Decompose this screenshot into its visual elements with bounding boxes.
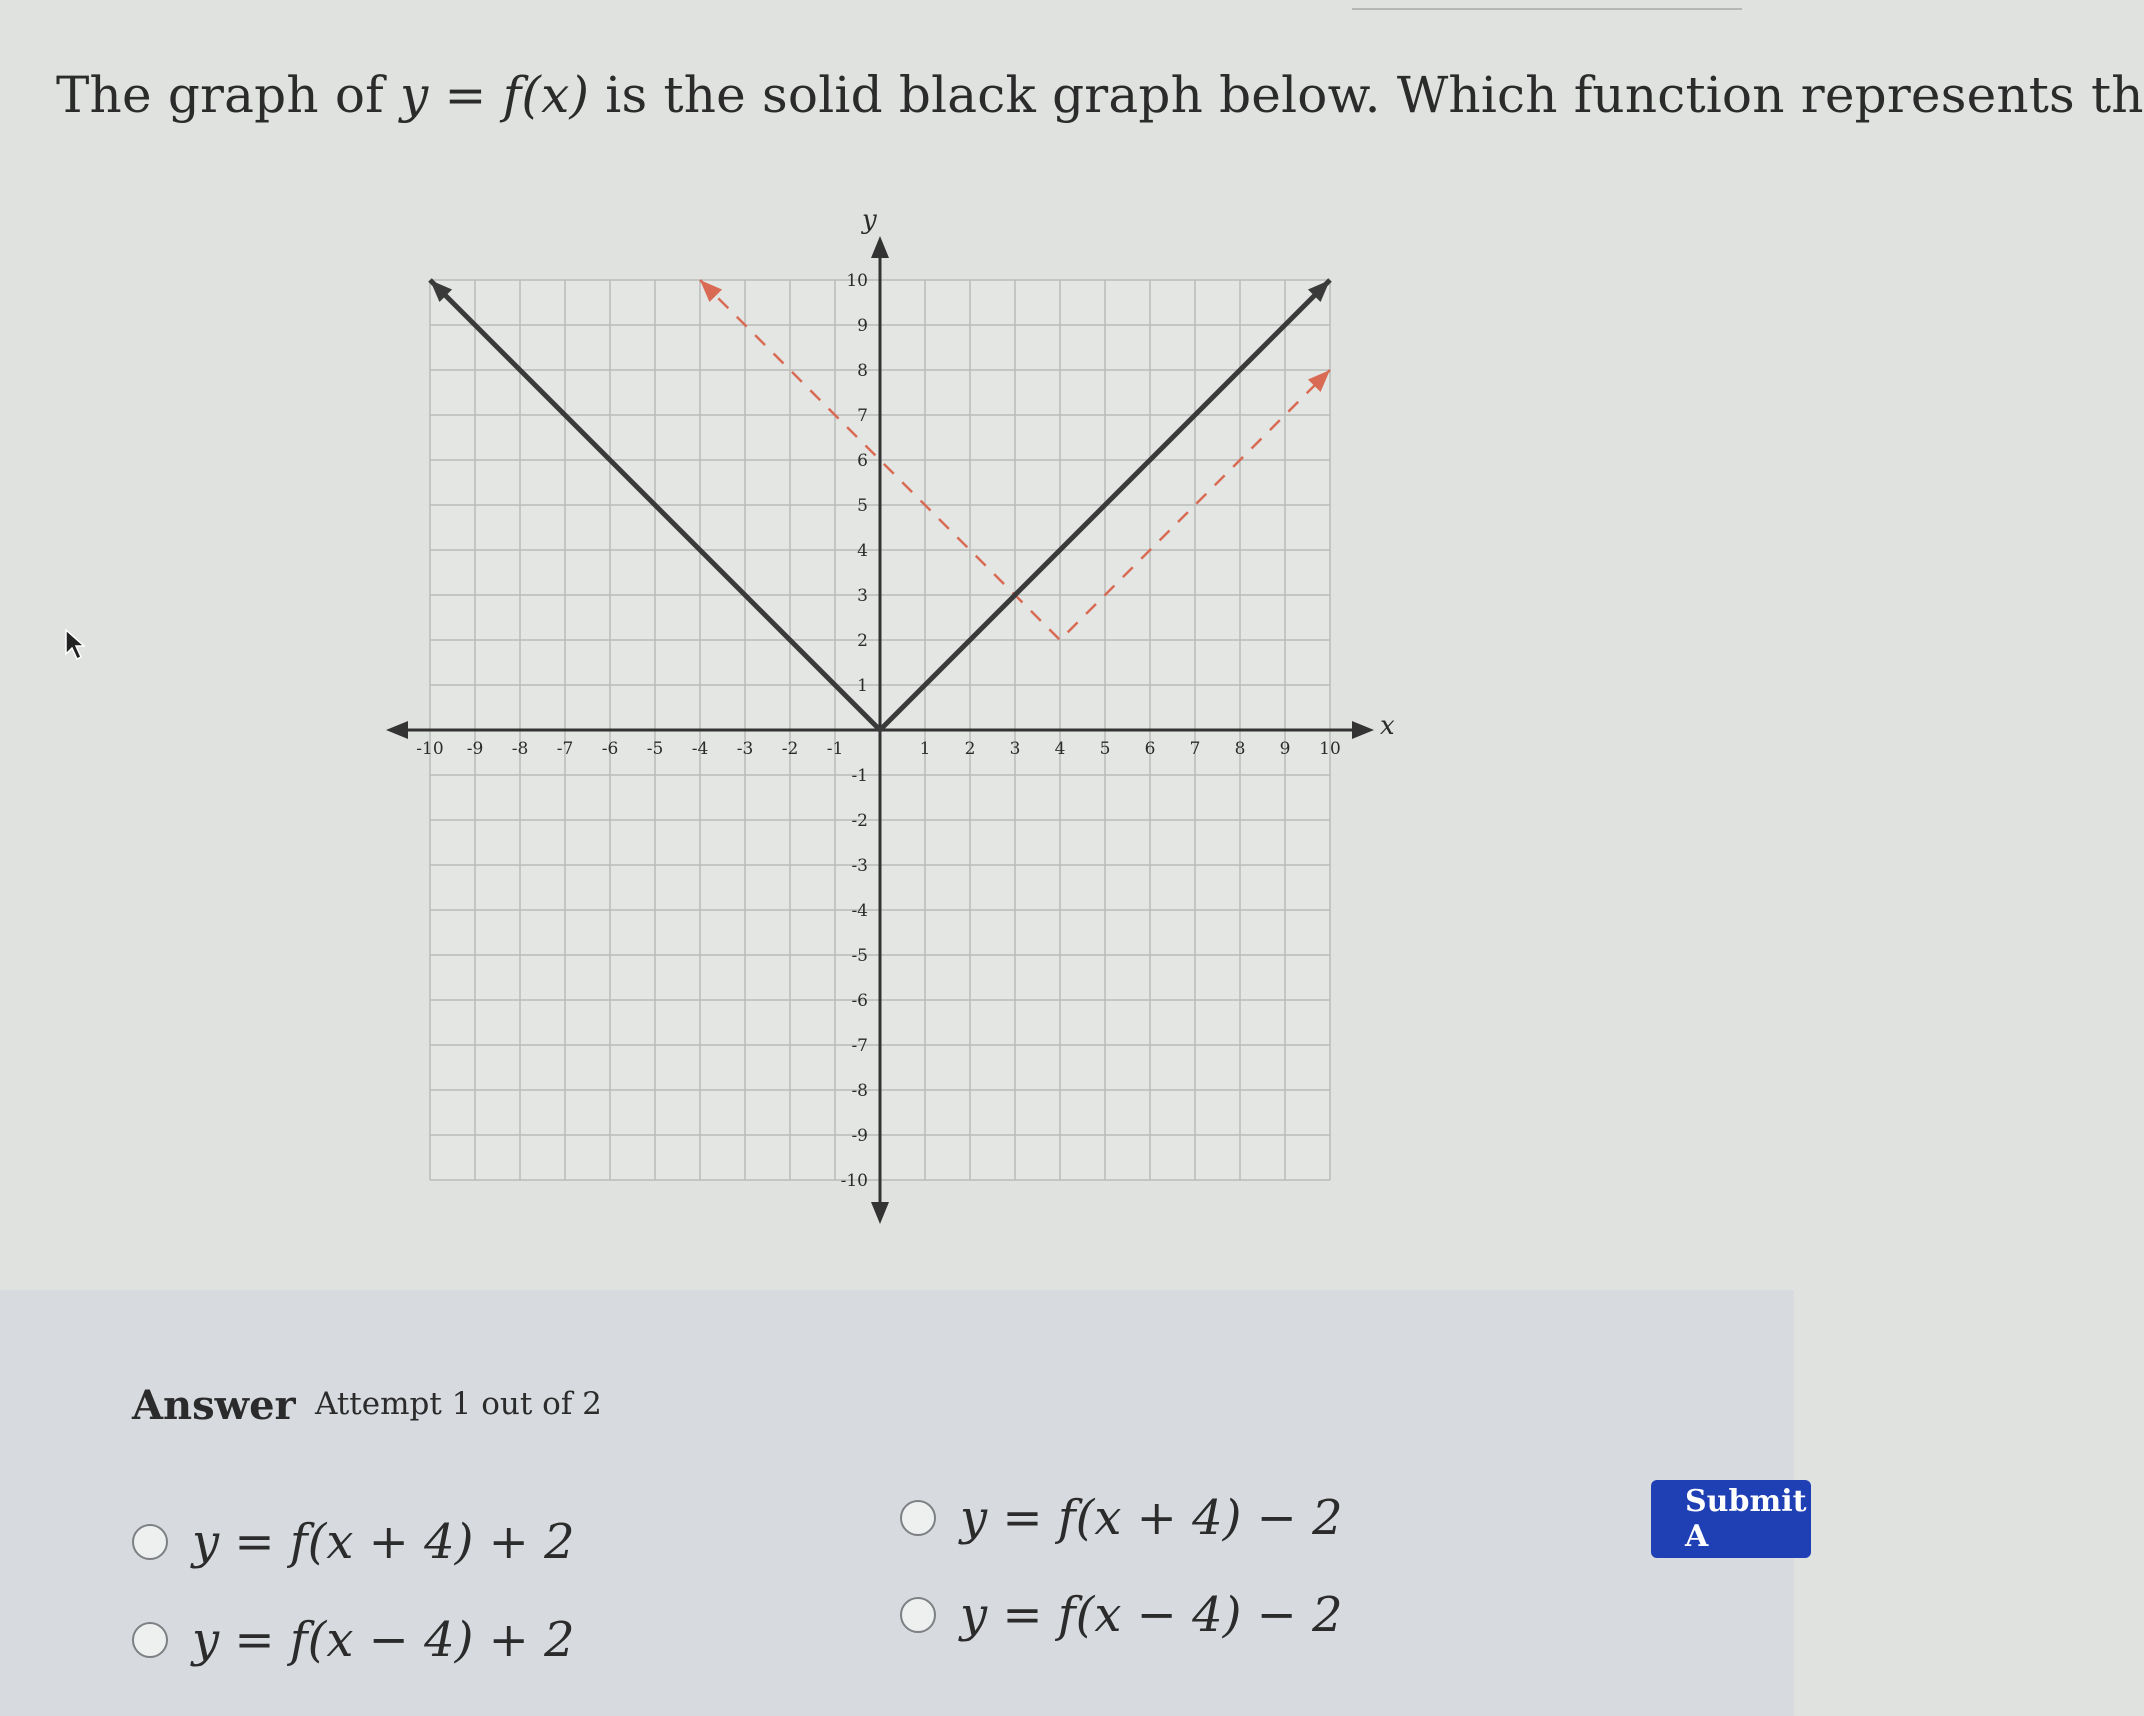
question-expression: y = f(x) [399,66,590,124]
x-tick-label: -8 [511,739,529,759]
radio-button-icon[interactable] [900,1597,936,1633]
x-tick-label: 5 [1099,739,1111,759]
answer-choice-4-label: y = f(x − 4) − 2 [960,1587,1343,1643]
y-axis-label: y [862,205,877,235]
x-tick-label: 2 [964,739,976,759]
y-tick-label: -8 [851,1081,868,1101]
x-axis-right-arrow-icon [1352,721,1374,739]
x-tick-label: 6 [1144,739,1156,759]
y-tick-label: 3 [857,586,868,606]
attempt-counter: Attempt 1 out of 2 [315,1386,602,1422]
y-tick-label: 1 [857,676,868,696]
y-tick-label: 2 [857,631,868,651]
x-tick-label: 10 [1319,739,1341,759]
x-tick-label: -5 [646,739,664,759]
answer-choice-1[interactable] [132,1514,575,1570]
x-tick-label: -10 [416,739,444,759]
x-tick-label: -9 [466,739,484,759]
y-tick-label: -4 [851,901,868,921]
answer-choice-2[interactable] [900,1490,1343,1546]
y-tick-label: -2 [851,811,868,831]
answer-heading: Answer [132,1382,296,1429]
radio-button-icon[interactable] [132,1524,168,1560]
question-suffix: is the solid black graph below. Which function represents th [589,66,2144,124]
answer-choice-3-label: y = f(x − 4) + 2 [192,1612,575,1668]
answer-choice-2-label: y = f(x + 4) − 2 [960,1490,1343,1546]
x-tick-label: -1 [826,739,844,759]
answer-choice-4[interactable] [900,1587,1343,1643]
y-tick-label: -1 [851,766,868,786]
x-tick-label: 7 [1189,739,1201,759]
x-tick-label: 1 [919,739,931,759]
y-tick-label: -3 [851,856,868,876]
y-tick-label: -7 [851,1036,868,1056]
y-tick-label: 7 [857,406,868,426]
x-tick-label: 8 [1234,739,1246,759]
x-axis-left-arrow-icon [386,721,408,739]
y-axis-down-arrow-icon [871,1202,889,1224]
y-tick-label: -5 [851,946,868,966]
y-tick-label: 9 [857,316,868,336]
x-axis-label: x [1380,711,1395,741]
x-tick-label: 4 [1054,739,1066,759]
y-axis-up-arrow-icon [871,236,889,258]
x-tick-label: 3 [1009,739,1021,759]
radio-button-icon[interactable] [900,1500,936,1536]
y-tick-label: 4 [857,541,868,561]
answer-choice-1-label: y = f(x + 4) + 2 [192,1514,575,1570]
x-tick-label: -3 [736,739,754,759]
mouse-pointer-icon [64,628,90,664]
y-tick-label: -9 [851,1126,868,1146]
x-tick-label: -4 [691,739,709,759]
y-tick-label: 5 [857,496,868,516]
y-tick-label: 10 [846,271,868,291]
x-tick-label: 9 [1279,739,1291,759]
y-tick-label: -10 [840,1171,868,1191]
x-tick-label: -2 [781,739,799,759]
y-tick-label: 6 [857,451,868,471]
x-tick-label: -6 [601,739,619,759]
y-tick-label: 8 [857,361,868,381]
answer-choice-3[interactable] [132,1612,575,1668]
x-tick-label: -7 [556,739,574,759]
y-tick-label: -6 [851,991,868,1011]
radio-button-icon[interactable] [132,1622,168,1658]
question-prefix: The graph of [56,66,400,124]
submit-answer-button[interactable]: Submit A [1651,1480,1811,1558]
